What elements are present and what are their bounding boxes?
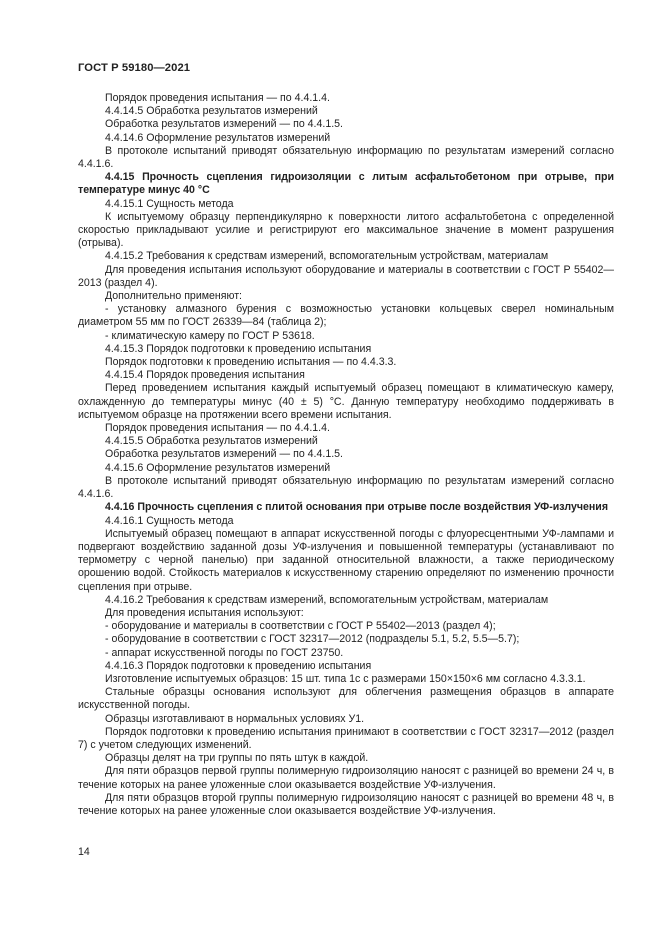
body-paragraph: Порядок подготовки к проведению испытания — по 4.4.3.3. <box>105 356 397 369</box>
body-paragraph: 4.4.15.6 Оформление результатов измерений <box>105 461 331 474</box>
section-heading: 4.4.16 Прочность сцепления с плитой основания при отрыве после воздействия УФ-излучения <box>105 501 608 514</box>
body-paragraph: 4.4.16.2 Требования к средствам измерений, вспомогательным устройствам, материалам <box>105 593 549 606</box>
body-paragraph: Изготовление испытуемых образцов: 15 шт. типа 1с с размерами 150×150×6 мм согласно 4.3.3.1. <box>105 672 586 685</box>
body-paragraph: Образцы делят на три группы по пять штук в каждой. <box>105 752 369 765</box>
body-paragraph: - климатическую камеру по ГОСТ Р 53618. <box>105 329 315 342</box>
body-paragraph: 4.4.15.3 Порядок подготовки к проведению испытания <box>105 342 372 355</box>
body-paragraph: 4.4.16.1 Сущность метода <box>105 514 234 527</box>
body-paragraph: Обработка результатов измерений — по 4.4.1.5. <box>105 448 343 461</box>
document-body <box>78 92 614 818</box>
body-paragraph: - оборудование и материалы в соответствии с ГОСТ Р 55402—2013 (раздел 4); <box>105 620 496 633</box>
body-paragraph: В протоколе испытаний приводят обязательную информацию по результатам измерений согласно 4.4.1.6. <box>78 144 614 171</box>
body-paragraph: Порядок подготовки к проведению испытания принимают в соответствии с ГОСТ 32317—2012 (раздел 7) с учетом следующих изменений. <box>78 725 614 751</box>
document-code-header: ГОСТ Р 59180—2021 <box>78 62 191 74</box>
body-paragraph: Порядок проведения испытания — по 4.4.1.4. <box>105 92 330 104</box>
body-paragraph: Для пяти образцов первой группы полимерную гидроизоляцию наносят с разницей во времени 24 ч, в течение которых на ранее уложенные слои оказывается воздействие УФ-излучения. <box>78 765 614 791</box>
body-paragraph: - оборудование в соответствии с ГОСТ 32317—2012 (подразделы 5.1, 5.2, 5.5—5.7); <box>105 633 520 646</box>
body-paragraph: 4.4.15.4 Порядок проведения испытания <box>105 369 305 382</box>
page-number: 14 <box>78 846 90 858</box>
body-paragraph: 4.4.15.1 Сущность метода <box>105 197 234 210</box>
body-paragraph: 4.4.15.5 Обработка результатов измерений <box>105 435 318 448</box>
body-paragraph: - аппарат искусственной погоды по ГОСТ 23750. <box>105 646 344 659</box>
body-paragraph: Обработка результатов измерений — по 4.4.1.5. <box>105 118 343 131</box>
body-paragraph: Образцы изготавливают в нормальных условиях У1. <box>105 712 365 725</box>
body-paragraph: К испытуемому образцу перпендикулярно к поверхности литого асфальтобетона с определенной скоростью прикладывают усилие и регистрируют его максимальное значение в момент разрушения (отрыва). <box>78 210 614 250</box>
body-paragraph: Для проведения испытания используют: <box>105 606 304 619</box>
body-paragraph: Перед проведением испытания каждый испытуемый образец помещают в климатическую камеру, охлажденную до температуры минус (40 ± 5) °С. Данную температуру необходимо поддерживать в испытуемом образце на протяжении всего времени испытания. <box>78 382 614 421</box>
body-paragraph: Порядок проведения испытания — по 4.4.1.4. <box>105 422 330 435</box>
body-paragraph: Испытуемый образец помещают в аппарат искусственной погоды с флуоресцентными УФ-лампами и подвергают воздействию заданной дозы УФ-излучения и повышенной температуры (устанавливают по термометру с черной панелью) при заданной относительной влажности, а также периодическому орошению водой. Стойкость материалов к искусственному старению определяют по изменению прочности сцепления при отрыве. <box>78 527 614 593</box>
body-paragraph: Для пяти образцов второй группы полимерную гидроизоляцию наносят с разницей во времени 48 ч, в течение которых на ранее уложенные слои оказывается воздействие УФ-излучения. <box>78 791 614 817</box>
body-paragraph: 4.4.15.2 Требования к средствам измерений, вспомогательным устройствам, материалам <box>105 250 549 263</box>
body-paragraph: Стальные образцы основания используют для облегчения размещения образцов в аппарате искусственной погоды. <box>78 686 614 712</box>
section-heading: 4.4.15 Прочность сцепления гидроизоляции с литым асфальтобетоном при отрыве, при температуре минус 40 °С <box>78 171 614 197</box>
body-paragraph: Дополнительно применяют: <box>105 290 243 303</box>
body-paragraph: 4.4.14.6 Оформление результатов измерений <box>105 131 331 144</box>
body-paragraph: 4.4.16.3 Порядок подготовки к проведению испытания <box>105 659 372 672</box>
body-paragraph: 4.4.14.5 Обработка результатов измерений <box>105 105 318 118</box>
body-paragraph: - установку алмазного бурения с возможностью установки кольцевых сверел номинальным диаметром 55 мм по ГОСТ 26339—84 (таблица 2); <box>78 303 614 329</box>
body-paragraph: Для проведения испытания используют оборудование и материалы в соответствии с ГОСТ Р 55402—2013 (раздел 4). <box>78 263 614 289</box>
body-paragraph: В протоколе испытаний приводят обязательную информацию по результатам измерений согласно 4.4.1.6. <box>78 474 614 501</box>
